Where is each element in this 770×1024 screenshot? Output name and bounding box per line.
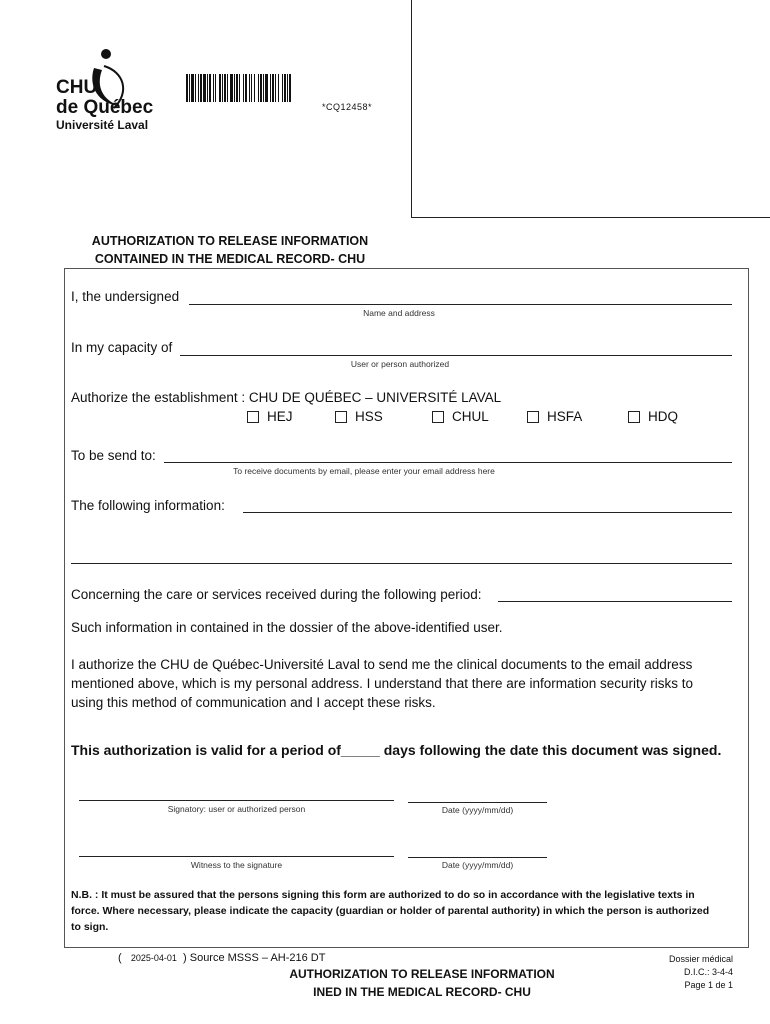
undersigned-label: I, the undersigned bbox=[71, 289, 180, 304]
checkbox-hej[interactable] bbox=[247, 409, 293, 424]
logo-de-quebec: de Québec bbox=[56, 97, 154, 118]
period-field[interactable] bbox=[498, 601, 732, 602]
checkbox-box[interactable] bbox=[527, 411, 539, 423]
signatory-field[interactable] bbox=[79, 800, 394, 801]
email-hint: To receive documents by email, please enter your email address here bbox=[233, 466, 495, 476]
footer-page: Page 1 de 1 bbox=[684, 980, 733, 990]
checkbox-hsfa[interactable] bbox=[527, 409, 582, 424]
witness-field[interactable] bbox=[79, 856, 394, 857]
form-frame bbox=[64, 268, 749, 948]
validity-text: This authorization is valid for a period of_____ days following the date this document was signed. bbox=[71, 742, 722, 758]
checkbox-label: CHUL bbox=[452, 409, 489, 424]
witness-date-field[interactable] bbox=[408, 857, 547, 858]
checkbox-label: HEJ bbox=[267, 409, 293, 424]
checkbox-box[interactable] bbox=[628, 411, 640, 423]
nb-note bbox=[71, 887, 741, 935]
checkbox-box[interactable] bbox=[432, 411, 444, 423]
checkbox-box[interactable] bbox=[247, 411, 259, 423]
document-title bbox=[60, 232, 400, 268]
footer-dic: D.I.C.: 3-4-4 bbox=[683, 967, 733, 977]
signatory-date-field[interactable] bbox=[408, 802, 547, 803]
stamp-area bbox=[411, 0, 770, 218]
establishment-label: Authorize the establishment : CHU DE QUÉBEC – UNIVERSITÉ LAVAL bbox=[71, 390, 502, 405]
checkbox-hss[interactable] bbox=[335, 409, 383, 424]
footer-title bbox=[282, 965, 562, 1001]
information-label: The following information: bbox=[71, 498, 225, 513]
checkbox-label: HSS bbox=[355, 409, 383, 424]
footer-reference bbox=[640, 953, 733, 992]
checkbox-label: HDQ bbox=[648, 409, 678, 424]
information-field[interactable] bbox=[243, 512, 732, 513]
consent-line-1: I authorize the CHU de Québec-Université Laval to send me the clinical documents to the email address bbox=[71, 657, 693, 672]
signatory-hint: Signatory: user or authorized person bbox=[167, 804, 306, 814]
signatory-date-hint: Date (yyyy/mm/dd) bbox=[441, 805, 514, 815]
information-field-line-2[interactable] bbox=[71, 563, 732, 564]
capacity-hint: User or person authorized bbox=[350, 359, 450, 369]
footer-title-line-2: INED IN THE MEDICAL RECORD- CHU bbox=[313, 985, 531, 999]
consent-paragraph bbox=[71, 655, 693, 712]
undersigned-hint: Name and address bbox=[363, 308, 435, 318]
nb-line-1: N.B. : It must be assured that the persons signing this form are authorized to do so in accordance with the legislative texts in bbox=[71, 889, 695, 901]
nb-line-2: force. Where necessary, please indicate the capacity (guardian or holder of parental authority) in which the person is authorized bbox=[71, 905, 710, 917]
checkbox-hdq[interactable] bbox=[628, 409, 678, 424]
footer-dossier: Dossier médical bbox=[668, 954, 733, 964]
footer-source-text: ) Source MSSS – AH-216 DT bbox=[183, 952, 326, 964]
period-label: Concerning the care or services received during the following period: bbox=[71, 587, 482, 602]
footer-paren: ( bbox=[118, 952, 122, 964]
undersigned-field[interactable] bbox=[189, 304, 732, 305]
checkbox-box[interactable] bbox=[335, 411, 347, 423]
witness-hint: Witness to the signature bbox=[190, 860, 283, 870]
capacity-field[interactable] bbox=[180, 355, 732, 356]
footer-title-line-1: AUTHORIZATION TO RELEASE INFORMATION bbox=[289, 967, 555, 981]
capacity-label: In my capacity of bbox=[71, 340, 173, 355]
dossier-text: Such information in contained in the dossier of the above-identified user. bbox=[71, 620, 503, 635]
title-line-1: AUTHORIZATION TO RELEASE INFORMATION bbox=[91, 234, 369, 248]
barcode-text: *CQ12458* bbox=[322, 102, 373, 112]
title-line-2: CONTAINED IN THE MEDICAL RECORD- CHU bbox=[94, 252, 366, 266]
nb-line-3: to sign. bbox=[71, 921, 109, 933]
send-to-label: To be send to: bbox=[71, 448, 156, 463]
email-field[interactable] bbox=[164, 462, 732, 463]
checkbox-label: HSFA bbox=[547, 409, 583, 424]
footer-source bbox=[118, 952, 325, 964]
logo-universite-laval: Université Laval bbox=[56, 118, 149, 132]
barcode-icon bbox=[186, 74, 374, 102]
checkbox-chul[interactable] bbox=[432, 409, 489, 424]
witness-date-hint: Date (yyyy/mm/dd) bbox=[441, 860, 514, 870]
logo-chu: CHU bbox=[56, 77, 98, 98]
consent-line-2: mentioned above, which is my personal address. I understand that there are information security risks to bbox=[71, 676, 694, 691]
consent-line-3: using this method of communication and I accept these risks. bbox=[71, 695, 436, 710]
footer-date: 2025-04-01 bbox=[130, 953, 177, 963]
